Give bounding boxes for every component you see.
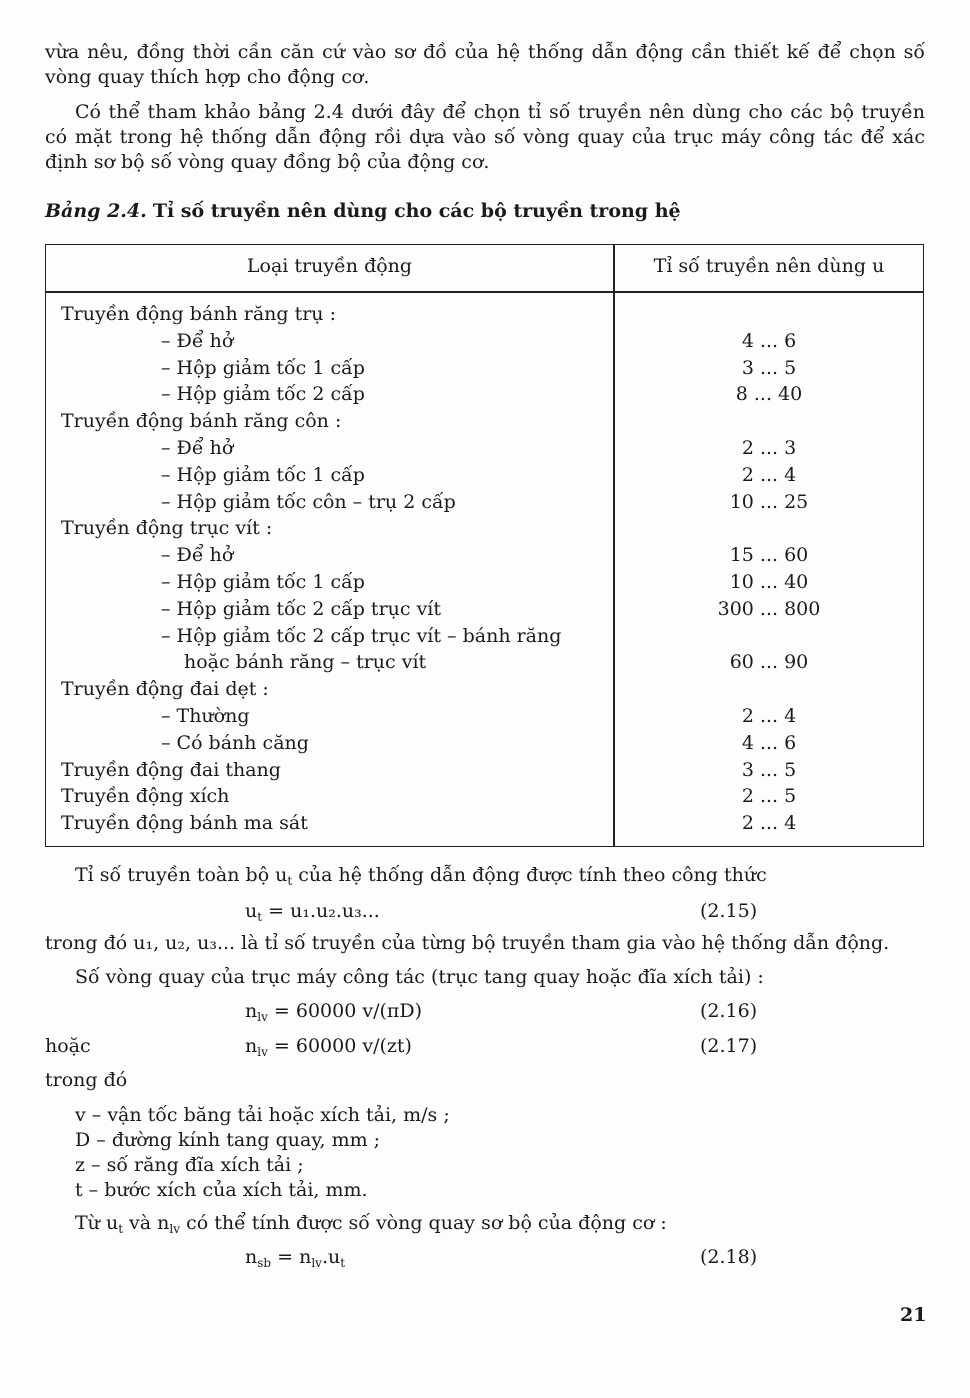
- row-label: Truyền động xích: [61, 785, 230, 808]
- table-row: [46, 330, 923, 357]
- row-label: – Hộp giảm tốc 1 cấp: [161, 463, 365, 486]
- row-label: – Thường: [161, 705, 250, 727]
- row-label: Truyền động trục vít :: [61, 517, 273, 540]
- row-label: – Hộp giảm tốc 1 cấp: [161, 356, 365, 379]
- table-row: [46, 678, 923, 705]
- eq17-lhs-sub: lv: [257, 1045, 268, 1059]
- intro-p1-text: vừa nêu, đồng thời cần căn cứ vào sơ đồ của hệ thống dẫn động cần thiết kế để chọn số vòng quay thích hợp cho động cơ.: [45, 41, 925, 88]
- row-label: Truyền động đai thang: [61, 758, 281, 781]
- row-ratio-value: 2 ... 4: [741, 812, 797, 835]
- prelim-text-a: Từ u: [75, 1212, 119, 1234]
- row-ratio-value: 15 ... 60: [729, 544, 809, 567]
- eq15-lhs: u: [245, 900, 258, 922]
- preliminary-speed-sentence: [75, 1212, 667, 1236]
- table-row: [46, 598, 923, 625]
- row-label: Truyền động bánh răng trụ :: [61, 303, 336, 325]
- row-label: – Hộp giảm tốc 2 cấp trục vít: [161, 597, 442, 620]
- row-label: Truyền động bánh răng côn :: [61, 410, 342, 433]
- eq15-number: (2.15): [700, 900, 758, 922]
- table-row: [46, 544, 923, 571]
- table-row: [46, 303, 923, 330]
- table-row: [46, 383, 923, 410]
- table-caption: [45, 200, 681, 222]
- intro-paragraph-1: [45, 40, 925, 90]
- table-row: [46, 571, 923, 598]
- eq16-number: (2.16): [700, 1000, 758, 1022]
- definition-D: D – đường kính tang quay, mm ;: [75, 1129, 381, 1151]
- eq15-lhs-sub: t: [257, 910, 263, 924]
- or-word: hoặc: [45, 1035, 91, 1057]
- row-ratio-value: 2 ... 5: [741, 785, 797, 808]
- row-ratio-value: 300 ... 800: [717, 597, 821, 620]
- table-row: [46, 517, 923, 544]
- row-ratio-value: 8 ... 40: [735, 383, 803, 406]
- eq17-lhs: n: [245, 1035, 258, 1057]
- intro-paragraph-2: [45, 100, 925, 175]
- table-row: [46, 705, 923, 732]
- row-label: – Hộp giảm tốc côn – trụ 2 cấp: [161, 490, 456, 513]
- eq17-rhs: = 60000 v/(zt): [273, 1035, 412, 1057]
- eq17-number: (2.17): [700, 1035, 758, 1057]
- row-label: – Hộp giảm tốc 2 cấp: [161, 383, 365, 406]
- eq18-rhs: = n: [277, 1246, 312, 1268]
- eq18-rhs-sub-2: t: [340, 1256, 346, 1270]
- row-label: – Để hở: [161, 329, 234, 352]
- eq15-rhs: = u₁.u₂.u₃...: [268, 900, 380, 922]
- table-row: [46, 625, 923, 652]
- prelim-text-b: và n: [123, 1212, 170, 1234]
- row-label: – Hộp giảm tốc 1 cấp: [161, 571, 365, 593]
- table-row: [46, 812, 923, 839]
- row-label: – Để hở: [161, 437, 234, 459]
- table-row: [46, 759, 923, 786]
- table-row: [46, 651, 923, 678]
- shaft-speed-sentence: Số vòng quay của trục máy công tác (trục tang quay hoặc đĩa xích tải) :: [75, 966, 764, 988]
- row-label: Truyền động đai dẹt :: [61, 678, 269, 701]
- total-ratio-sentence: [75, 864, 767, 888]
- definition-v: v – vận tốc băng tải hoặc xích tải, m/s ;: [75, 1104, 450, 1126]
- eq18-number: (2.18): [700, 1246, 758, 1268]
- row-label: – Hộp giảm tốc 2 cấp trục vít – bánh răng: [161, 624, 562, 647]
- row-ratio-value: 2 ... 4: [741, 705, 797, 727]
- row-ratio-value: 4 ... 6: [741, 329, 797, 352]
- eq16-lhs: n: [245, 1000, 258, 1022]
- prelim-sub-1: t: [118, 1222, 124, 1236]
- total-ratio-text-a: Tỉ số truyền toàn bộ u: [75, 864, 288, 886]
- total-ratio-sub: t: [287, 874, 293, 888]
- page-number: 21: [900, 1304, 927, 1326]
- eq18-lhs: n: [245, 1246, 258, 1268]
- row-label: – Để hở: [161, 544, 234, 567]
- definition-t: t – bước xích của xích tải, mm.: [75, 1179, 368, 1201]
- table-row: [46, 785, 923, 812]
- table-row: [46, 410, 923, 437]
- table-header-divider: [46, 291, 923, 293]
- row-label: Truyền động bánh ma sát: [61, 812, 308, 835]
- total-ratio-text-b: của hệ thống dẫn động được tính theo công thức: [292, 864, 767, 886]
- row-ratio-value: 60 ... 90: [729, 651, 809, 674]
- row-ratio-value: 10 ... 25: [729, 490, 809, 513]
- table-row: [46, 491, 923, 518]
- table-row: [46, 464, 923, 491]
- intro-p2-text: Có thể tham khảo bảng 2.4 dưới đây để chọn tỉ số truyền nên dùng cho các bộ truyền có mặt trong hệ thống dẫn động rồi dựa vào số vòng quay của trục máy công tác để xác định sơ bộ số vòng quay đồng bộ của động cơ.: [45, 101, 925, 173]
- row-ratio-value: 3 ... 5: [741, 758, 797, 781]
- row-ratio-value: 4 ... 6: [741, 731, 797, 754]
- table-row: [46, 357, 923, 384]
- table-row: [46, 732, 923, 759]
- row-label: hoặc bánh răng – trục vít: [184, 651, 427, 674]
- row-ratio-value: 3 ... 5: [741, 356, 797, 379]
- definitions-list: [75, 1103, 450, 1203]
- eq16-lhs-sub: lv: [257, 1010, 268, 1024]
- caption-title: Tỉ số truyền nên dùng cho các bộ truyền trong hệ: [152, 200, 681, 222]
- definition-z: z – số răng đĩa xích tải ;: [75, 1154, 304, 1176]
- row-ratio-value: 2 ... 4: [741, 463, 797, 486]
- eq18-lhs-sub: sb: [257, 1256, 272, 1270]
- caption-label: Bảng 2.4.: [45, 200, 147, 222]
- transmission-ratio-table: [45, 244, 924, 847]
- row-ratio-value: 10 ... 40: [729, 571, 809, 593]
- ratio-explanation: trong đó u₁, u₂, u₃... là tỉ số truyền của từng bộ truyền tham gia vào hệ thống dẫn động.: [45, 932, 890, 954]
- row-label: – Có bánh căng: [161, 731, 309, 754]
- eq16-rhs: = 60000 v/(πD): [273, 1000, 423, 1022]
- where-label: trong đó: [45, 1069, 128, 1091]
- row-ratio-value: 2 ... 3: [741, 437, 797, 459]
- table-row: [46, 437, 923, 464]
- table-header-type: Loại truyền động: [246, 255, 413, 277]
- prelim-text-c: có thể tính được số vòng quay sơ bộ của động cơ :: [180, 1212, 667, 1234]
- table-header-ratio: Tỉ số truyền nên dùng u: [653, 255, 885, 277]
- eq18-rhs-sub: lv: [311, 1256, 322, 1270]
- prelim-sub-2: lv: [169, 1222, 181, 1236]
- eq18-rhs-2: .u: [321, 1246, 341, 1268]
